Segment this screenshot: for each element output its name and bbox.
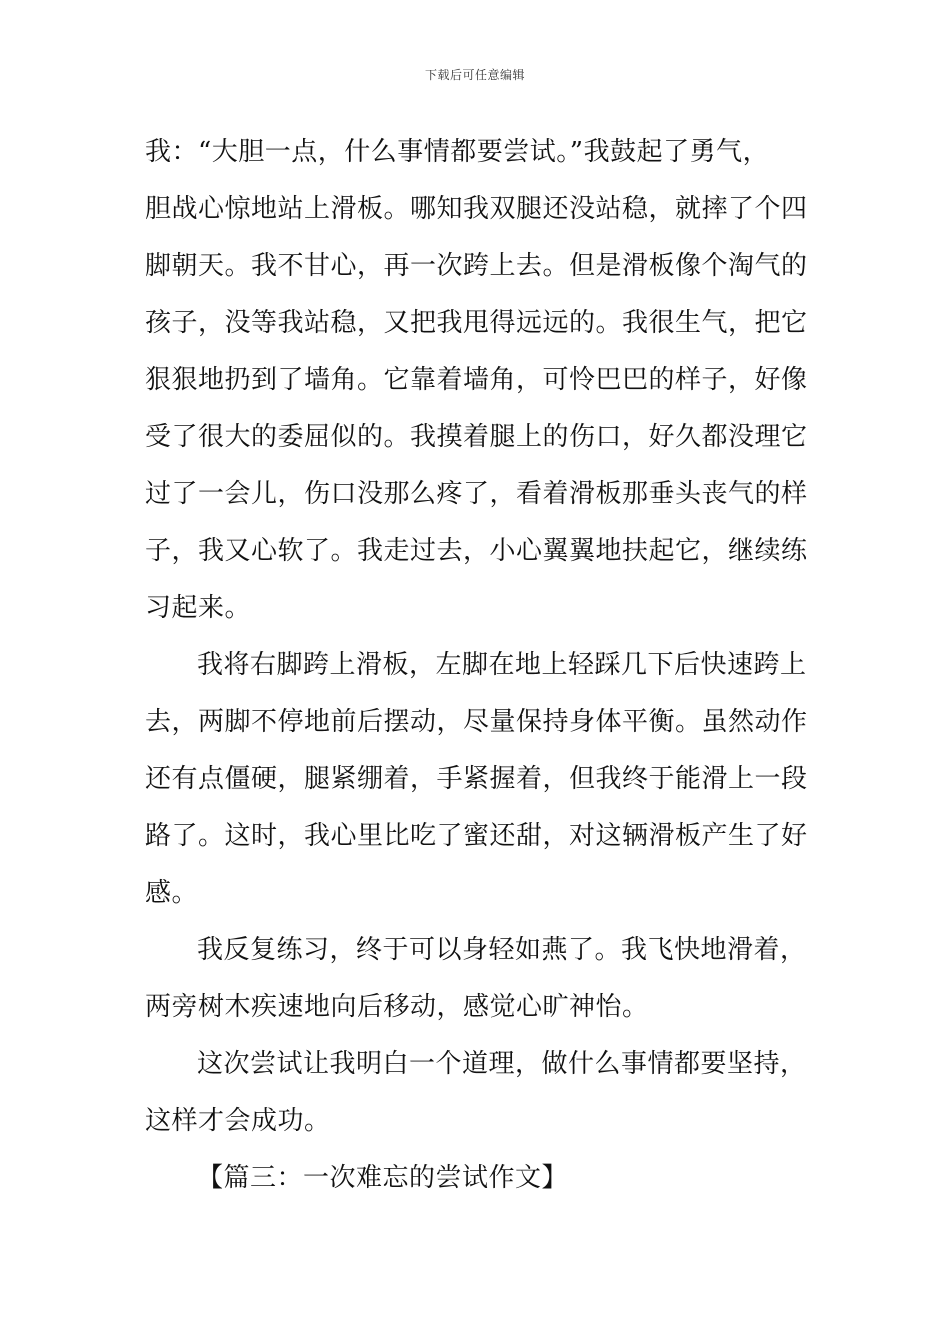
text-line: 脚朝天。我不甘心，再一次跨上去。但是滑板像个淘气的 <box>145 251 808 281</box>
text-line: 胆战心惊地站上滑板。哪知我双腿还没站稳，就摔了个四 <box>145 194 808 224</box>
text-line: 受了很大的委屈似的。我摸着腿上的伤口，好久都没理它 <box>145 422 808 452</box>
section-heading: 【篇三：一次难忘的尝试作文】 <box>197 1163 569 1193</box>
text-line: 感。 <box>145 878 199 908</box>
text-line: 去，两脚不停地前后摆动，尽量保持身体平衡。虽然动作 <box>145 707 808 737</box>
text-line: 子，我又心软了。我走过去，小心翼翼地扶起它，继续练 <box>145 536 808 566</box>
paragraph-start-line: 我反复练习，终于可以身轻如燕了。我飞快地滑着， <box>197 935 807 965</box>
text-line: 孩子，没等我站稳，又把我甩得远远的。我很生气，把它 <box>145 308 808 338</box>
paragraph-start-line: 我将右脚跨上滑板，左脚在地上轻踩几下后快速跨上 <box>197 650 807 680</box>
text-line: 过了一会儿，伤口没那么疼了，看着滑板那垂头丧气的样 <box>145 479 808 509</box>
page-header: 下载后可任意编辑 <box>424 68 525 82</box>
text-line: 两旁树木疾速地向后移动，感觉心旷神怡。 <box>145 992 649 1022</box>
paragraph-start-line: 这次尝试让我明白一个道理，做什么事情都要坚持， <box>197 1049 807 1079</box>
text-line: 这样才会成功。 <box>145 1106 331 1136</box>
text-line: 还有点僵硬，腿紧绷着，手紧握着，但我终于能滑上一段 <box>145 764 808 794</box>
text-line: 我：“大胆一点，什么事情都要尝试。”我鼓起了勇气， <box>145 137 770 167</box>
text-line: 狠狠地扔到了墙角。它靠着墙角，可怜巴巴的样子，好像 <box>145 365 808 395</box>
text-line: 路了。这时，我心里比吃了蜜还甜，对这辆滑板产生了好 <box>145 821 808 851</box>
text-line: 习起来。 <box>145 593 252 623</box>
